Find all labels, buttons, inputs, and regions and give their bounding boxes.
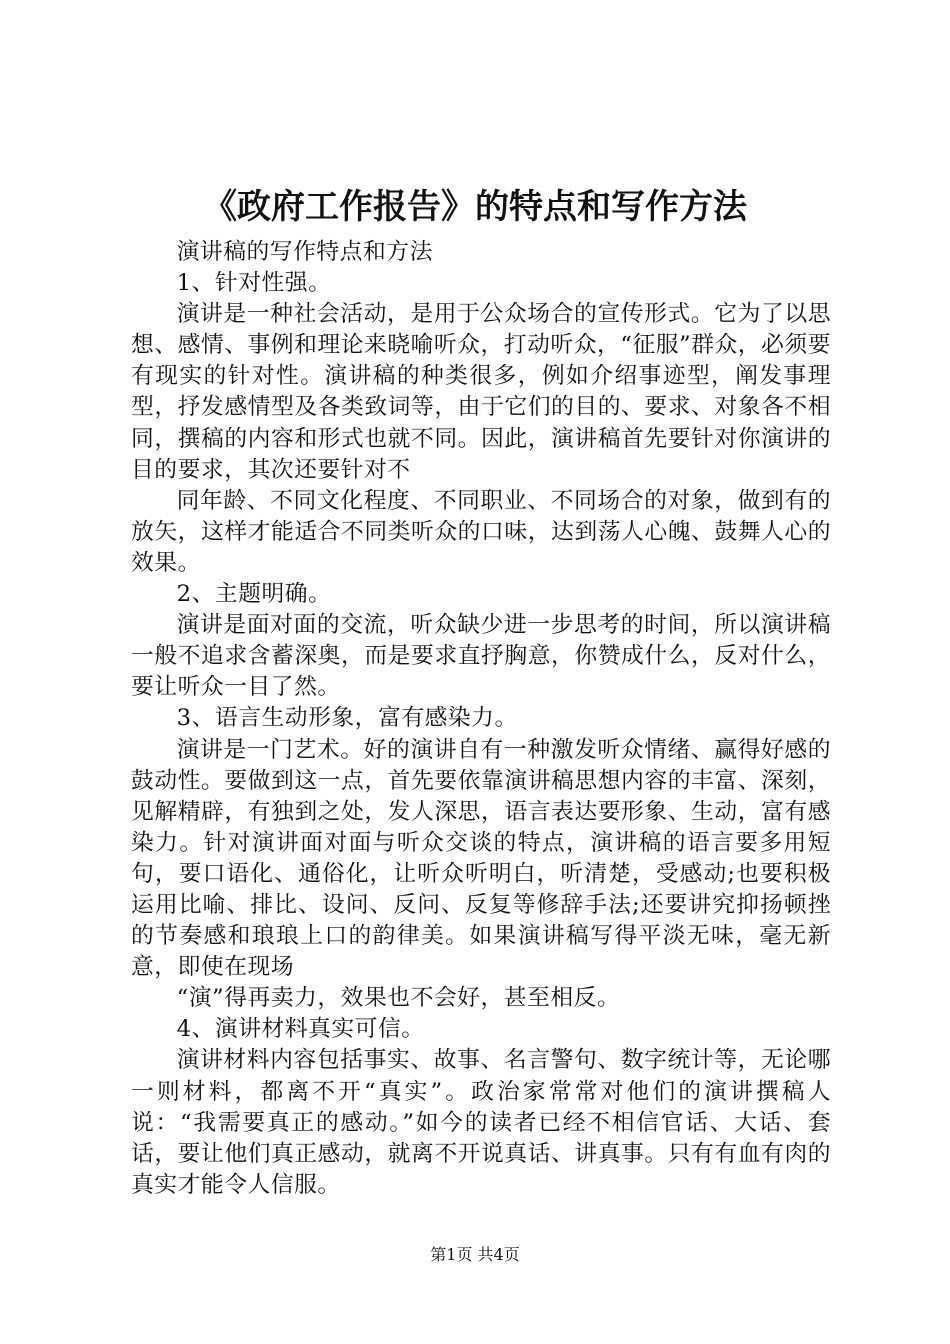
paragraph: 演讲是一种社会活动，是用于公众场合的宣传形式。它为了以思想、感情、事例和理论来晓喻听众，打动听众，“征服”群众，必须要有现实的针对性。演讲稿的种类很多，例如介绍事迹型，阐发事理型，抒发感情型及各类致词等，由于它们的目的、要求、对象各不相同，撰稿的内容和形式也就不同。因此，演讲稿首先要针对你演讲的目的要求，其次还要针对不 [131,301,831,483]
paragraph-heading-4: 4、演讲材料真实可信。 [176,1016,425,1043]
document-body [131,237,831,1201]
paragraph: 演讲材料内容包括事实、故事、名言警句、数字统计等，无论哪一则材料，都离不开“真实”。政治家常常对他们的演讲撰稿人说：“我需要真正的感动。”如今的读者已经不相信官话、大话、套话，要让他们真正感动，就离不开说真话、讲真事。只有有血有肉的真实才能令人信服。 [131,1047,831,1198]
paragraph-heading-3: 3、语言生动形象，富有感染力。 [176,705,518,732]
paragraph: 演讲是面对面的交流，听众缺少进一步思考的时间，所以演讲稿一般不追求含蓄深奥，而是要求直抒胸意，你赞成什么，反对什么，要让听众一目了然。 [131,612,831,701]
paragraph: 同年龄、不同文化程度、不同职业、不同场合的对象，做到有的放矢，这样才能适合不同类听众的口味，达到荡人心魄、鼓舞人心的效果。 [131,487,831,576]
paragraph: 演讲是一门艺术。好的演讲自有一种激发听众情绪、赢得好感的鼓动性。要做到这一点，首先要依靠演讲稿思想内容的丰富、深刻，见解精辟，有独到之处，发人深思，语言表达要形象、生动，富有感染力。针对演讲面对面与听众交谈的特点，演讲稿的语言要多用短句，要口语化、通俗化，让听众听明白，听清楚，受感动;也要积极运用比喻、排比、设问、反问、反复等修辞手法;还要讲究抑扬顿挫的节奏感和琅琅上口的韵律美。如果演讲稿写得平淡无味，毫无新意，即使在现场 [131,736,831,981]
paragraph-heading-1: 1、针对性强。 [176,270,332,297]
page-number-footer: 第1页 共4页 [430,1245,520,1264]
paragraph: “演”得再卖力，效果也不会好，甚至相反。 [176,985,621,1012]
page-title: 《政府工作报告》的特点和写作方法 [203,187,747,227]
paragraph-heading-2: 2、主题明确。 [176,581,332,608]
paragraph-subtitle: 演讲稿的写作特点和方法 [176,239,433,265]
